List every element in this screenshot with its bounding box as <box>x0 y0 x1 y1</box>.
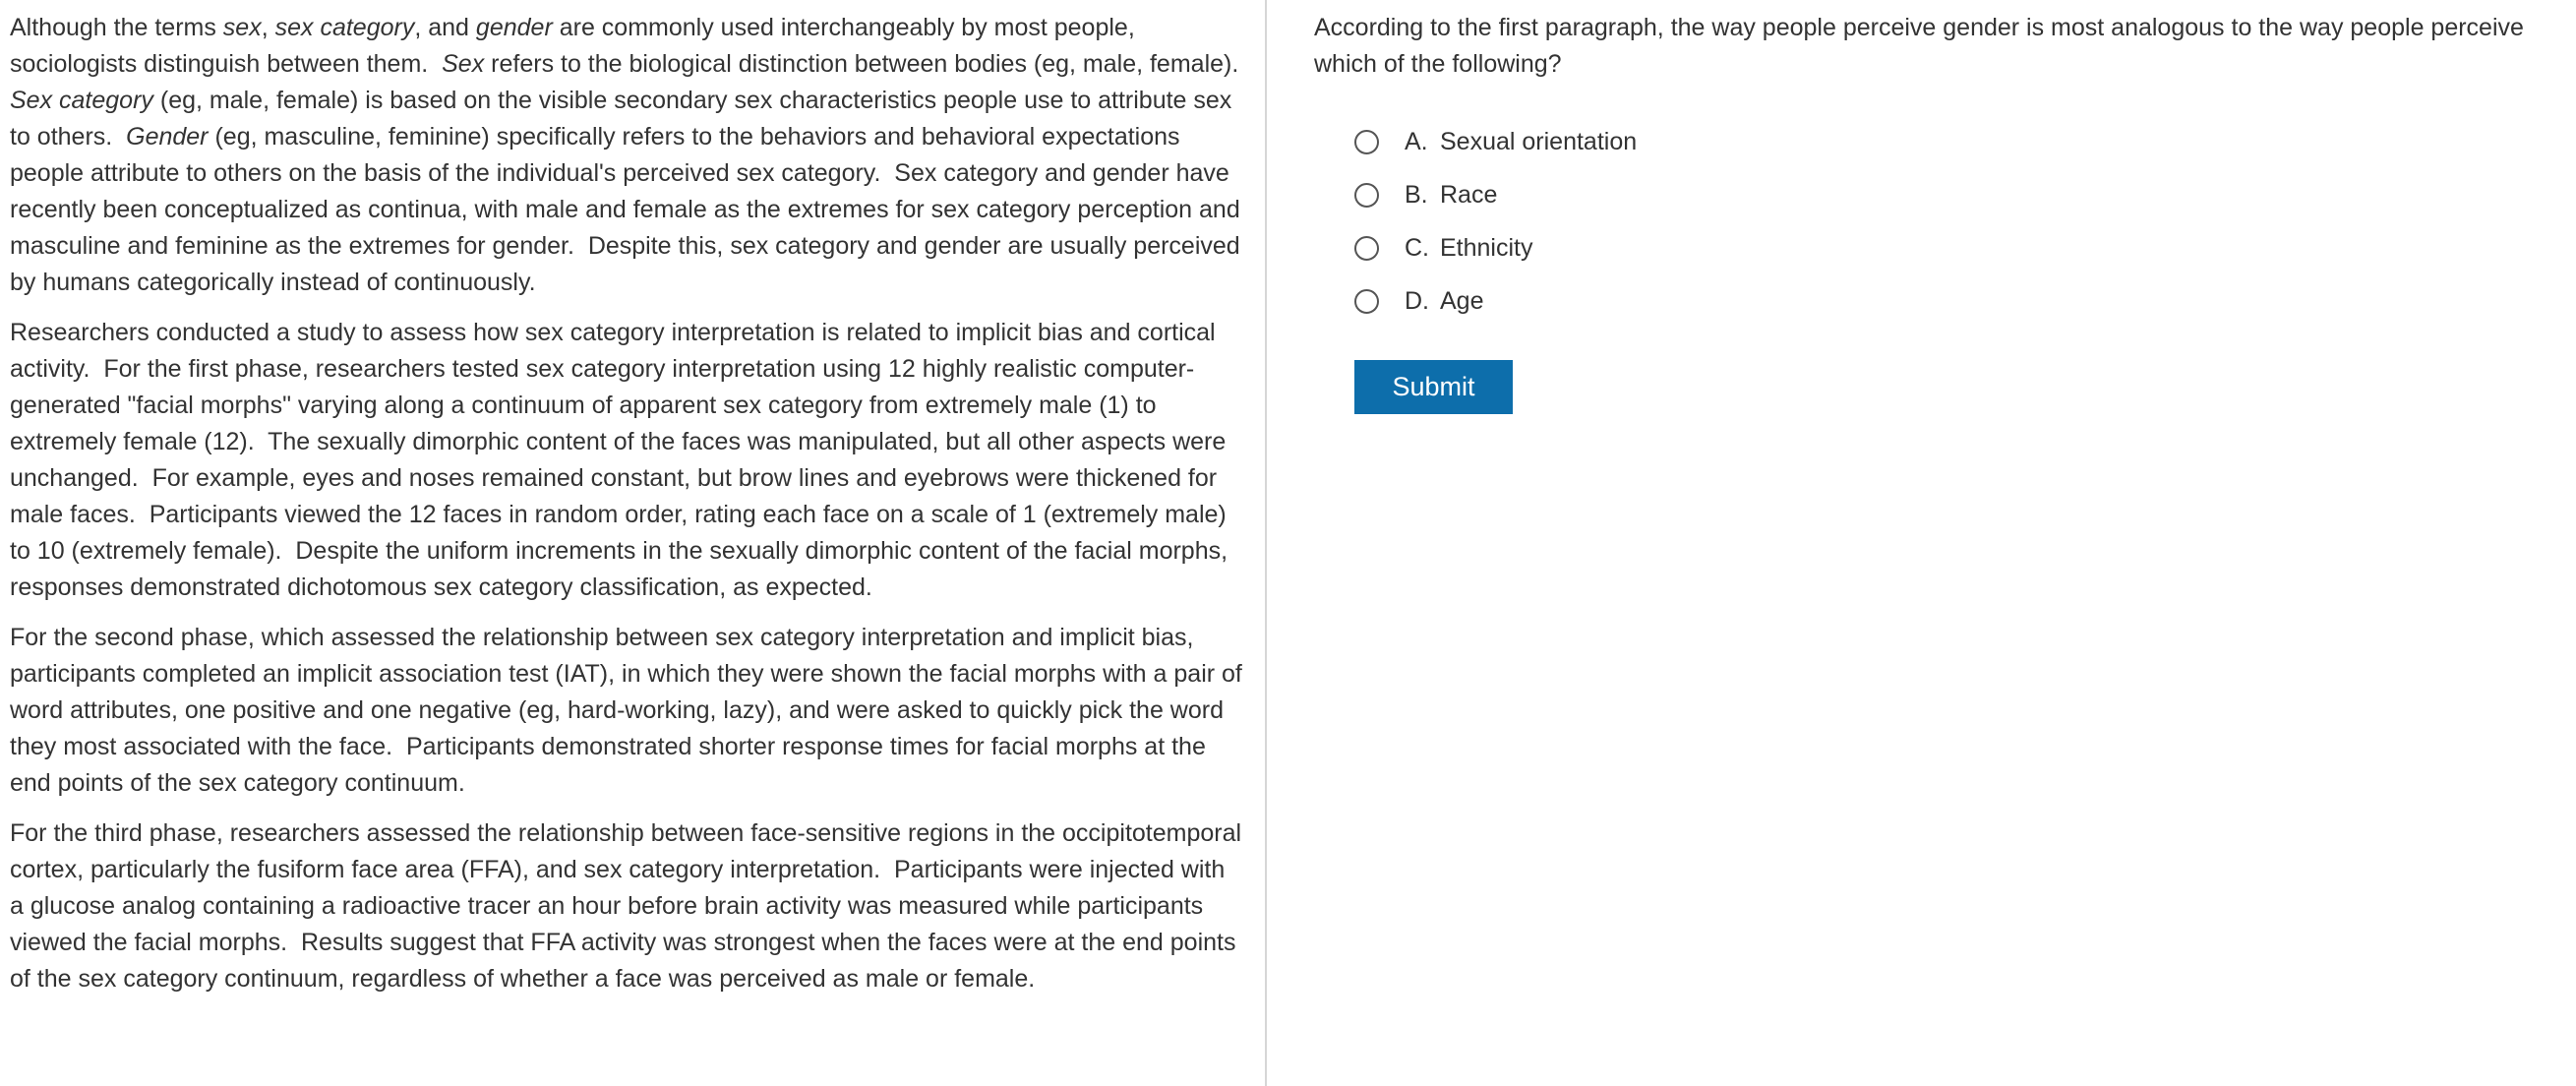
option-label: Sexual orientation <box>1440 128 1638 155</box>
radio-button[interactable] <box>1354 183 1379 208</box>
question-text: According to the first paragraph, the way people perceive gender is most analogous to the way people perceive which of the following? <box>1314 14 2531 78</box>
passage-text: refers to the biological distinction between bodies (eg, male, female). <box>484 50 1253 78</box>
question-panel <box>1267 0 2576 1086</box>
passage-panel <box>0 0 1267 1086</box>
radio-button[interactable] <box>1354 289 1379 314</box>
radio-button[interactable] <box>1354 236 1379 261</box>
passage-text-italic: gender <box>475 14 553 41</box>
passage-text: (eg, masculine, feminine) specifically refers to the behaviors and behavioral expectations people attribute to others on the basis of the individual's perceived sex category. Sex category and gender have recently been conceptualized as continua, with male and female as the extremes for sex category perception and masculine and feminine as the extremes for gender. Despite this, sex category and gender are usually perceived by humans categorically instead of continuously. <box>10 123 1247 296</box>
option-label: Ethnicity <box>1440 234 1533 262</box>
answer-option-a[interactable] <box>1354 128 2552 156</box>
option-label: Race <box>1440 181 1498 209</box>
passage-paragraph <box>10 10 1253 301</box>
submit-button-label: Submit <box>1392 372 1475 401</box>
passage-paragraph <box>10 620 1249 802</box>
passage-text: Although the terms <box>10 14 223 41</box>
passage-text: are commonly used interchangeably by most people, sociologists distinguish between them. <box>10 14 1142 78</box>
passage-text: (eg, male, female) is based on the visible secondary sex characteristics people use to attribute sex to others. <box>10 87 1239 151</box>
submit-button[interactable] <box>1354 360 1513 414</box>
answer-option-d[interactable] <box>1354 287 2552 316</box>
passage-text-italic: sex <box>222 14 262 41</box>
passage-text: , and <box>414 14 476 41</box>
passage-text: For the second phase, which assessed the relationship between sex category interpretation and implicit bias, participants completed an implicit association test (IAT), in which they were shown the facial morphs with a pair of word attributes, one positive and one negative (eg, hard-working, lazy), and were asked to quickly pick the word they most associated with the face. Participants demonstrated shorter response times for facial morphs at the end points of the sex category continuum. <box>10 624 1249 797</box>
passage-text-italic: sex category <box>274 14 415 41</box>
passage-text-italic: Gender <box>126 123 209 151</box>
radio-button[interactable] <box>1354 130 1379 154</box>
option-letter: C. <box>1405 234 1429 262</box>
answer-option-c[interactable] <box>1354 234 2552 263</box>
answer-option-b[interactable] <box>1354 181 2552 210</box>
passage-text: , <box>261 14 275 41</box>
passage-paragraph <box>10 815 1249 997</box>
passage-text-italic: Sex <box>442 50 485 78</box>
passage <box>10 10 1253 997</box>
passage-text-italic: Sex category <box>10 87 153 114</box>
options-list <box>1354 128 2552 316</box>
option-label: Age <box>1440 287 1484 315</box>
passage-text: Researchers conducted a study to assess how sex category interpretation is related to implicit bias and cortical activity. For the first phase, researchers tested sex category interpretation using 12 highly realistic computer-generated "facial morphs" varying along a continuum of apparent sex category from extremely male (1) to extremely female (12). The sexually dimorphic content of the faces was manipulated, but all other aspects were unchanged. For example, eyes and noses remained constant, but brow lines and eyebrows were thickened for male faces. Participants viewed the 12 faces in random order, rating each face on a scale of 1 (extremely male) to 10 (extremely female). Despite the uniform increments in the sexually dimorphic content of the facial morphs, responses demonstrated dichotomous sex category classification, as expected. <box>10 319 1235 601</box>
option-letter: B. <box>1405 181 1428 209</box>
passage-paragraph <box>10 315 1243 606</box>
passage-text: For the third phase, researchers assessed the relationship between face-sensitive regions in the occipitotemporal cortex, particularly the fusiform face area (FFA), and sex category interpretation. Participants were injected with a glucose analog containing a radioactive tracer an hour before brain activity was measured while participants viewed the facial morphs. Results suggest that FFA activity was strongest when the faces were at the end points of the sex category continuum, regardless of whether a face was perceived as male or female. <box>10 819 1249 993</box>
option-letter: D. <box>1405 287 1429 315</box>
option-letter: A. <box>1405 128 1428 155</box>
